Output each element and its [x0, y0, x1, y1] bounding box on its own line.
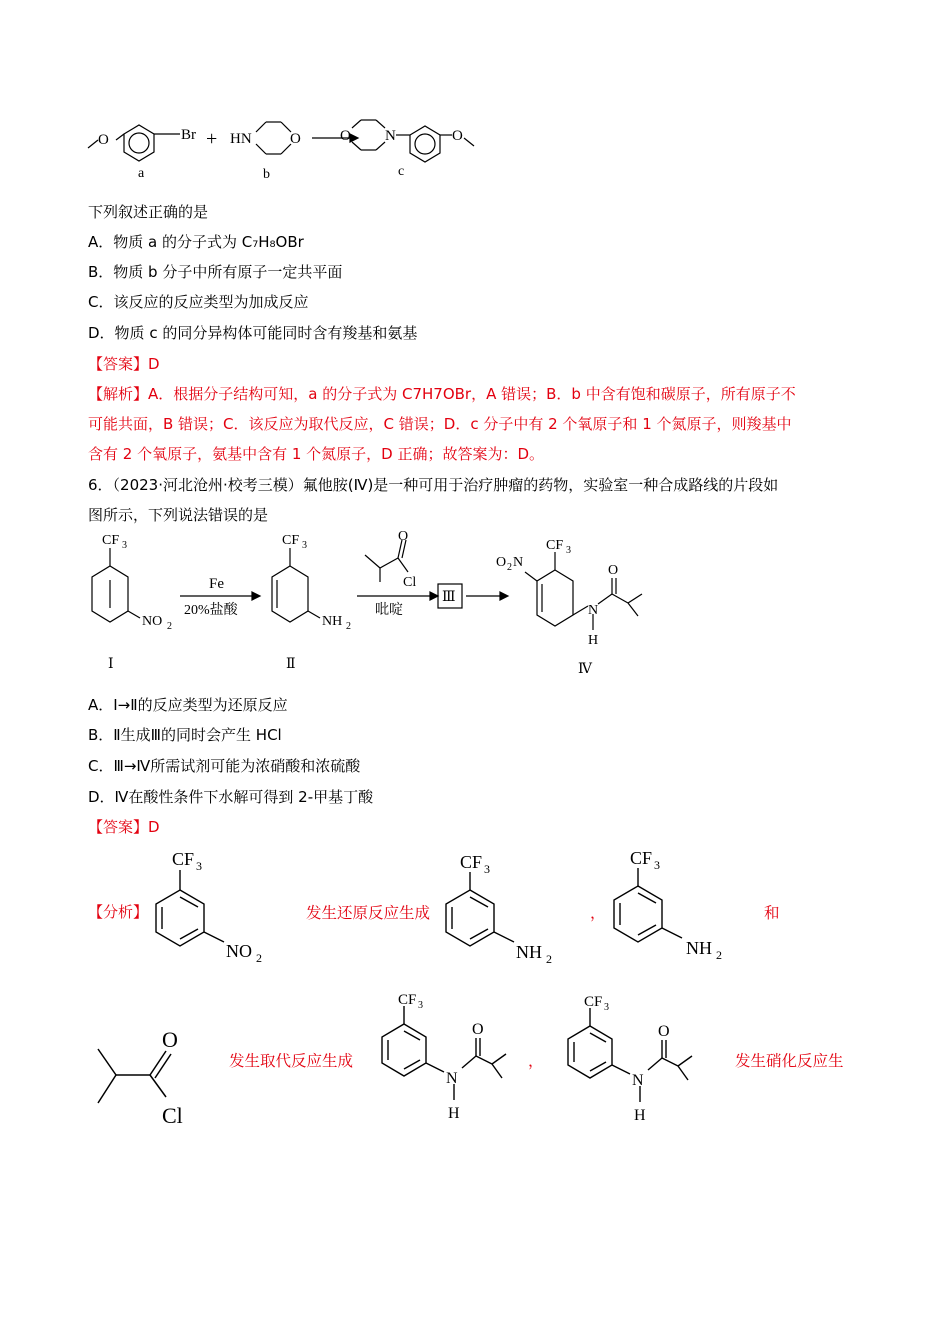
- analysis-text-reduction: 发生还原反应生成: [306, 904, 431, 922]
- reagent-pyridine: 吡啶: [375, 603, 403, 618]
- svg-text:H: H: [634, 1107, 646, 1124]
- svg-text:CF: CF: [460, 852, 483, 872]
- q5-stem: 下列叙述正确的是: [88, 203, 209, 221]
- structure-nitro-cf3: [150, 845, 280, 970]
- q6-stem-line-1: 6．（2023·河北沧州·校考三模）氟他胺(Ⅳ)是一种可用于治疗肿瘤的药物，实验室一种合成路线的片段如: [88, 476, 779, 494]
- q6-option-b: B．Ⅱ生成Ⅲ的同时会产生 HCl: [88, 726, 282, 744]
- svg-text:H: H: [448, 1105, 460, 1122]
- svg-text:N: N: [588, 603, 599, 618]
- structure-amide-1: [380, 988, 530, 1128]
- svg-text:NO: NO: [142, 614, 163, 629]
- label-a: a: [138, 166, 145, 181]
- svg-text:O: O: [290, 131, 301, 147]
- svg-text:CF: CF: [630, 848, 653, 868]
- plus-sign: +: [206, 128, 218, 150]
- q6-answer: 【答案】D: [88, 818, 160, 836]
- label-c: c: [398, 164, 405, 179]
- structure-amide-2: [560, 990, 710, 1130]
- svg-text:O: O: [162, 1027, 178, 1052]
- svg-text:O: O: [452, 128, 463, 144]
- svg-text:3: 3: [122, 540, 127, 551]
- svg-text:3: 3: [604, 1002, 609, 1013]
- svg-text:N: N: [632, 1072, 644, 1089]
- svg-text:O: O: [398, 530, 409, 544]
- q6-option-a: A．Ⅰ→Ⅱ的反应类型为还原反应: [88, 696, 288, 714]
- svg-text:3: 3: [566, 545, 571, 556]
- svg-text:2: 2: [507, 562, 512, 573]
- intermediate-label: Ⅲ: [442, 590, 456, 605]
- svg-text:NH: NH: [516, 942, 542, 962]
- reagent-hcl: 20%盐酸: [184, 603, 238, 618]
- label-compound-2: Ⅱ: [286, 657, 296, 672]
- q5-option-c: C．该反应的反应类型为加成反应: [88, 293, 309, 311]
- reaction-scheme-2: [80, 530, 720, 680]
- svg-text:2: 2: [256, 951, 262, 965]
- reaction-scheme-1: [80, 100, 500, 190]
- svg-text:2: 2: [346, 621, 351, 632]
- svg-text:CF: CF: [584, 994, 603, 1010]
- svg-text:3: 3: [654, 858, 660, 872]
- svg-text:O: O: [608, 563, 619, 578]
- svg-text:N: N: [446, 1070, 458, 1087]
- q5-option-a: A．物质 a 的分子式为 C₇H₈OBr: [88, 233, 304, 251]
- hn-label: HN: [230, 131, 252, 147]
- svg-text:N: N: [513, 555, 524, 570]
- svg-text:O: O: [658, 1023, 670, 1040]
- q6-option-d: D．Ⅳ在酸性条件下水解可得到 2-甲基丁酸: [88, 788, 374, 806]
- svg-text:Cl: Cl: [403, 575, 417, 590]
- label-compound-4: Ⅳ: [578, 662, 592, 677]
- q5-answer: 【答案】D: [88, 355, 160, 373]
- q6-option-c: C．Ⅲ→Ⅳ所需试剂可能为浓硝酸和浓硫酸: [88, 757, 361, 775]
- svg-text:CF: CF: [102, 533, 120, 548]
- svg-text:2: 2: [167, 621, 172, 632]
- svg-text:2: 2: [716, 948, 722, 962]
- svg-text:N: N: [385, 128, 396, 144]
- svg-text:NH: NH: [686, 938, 712, 958]
- svg-text:CF: CF: [398, 992, 417, 1008]
- analysis-text-substitution: 发生取代反应生成: [229, 1052, 354, 1070]
- structure-isobutyryl-chloride: [88, 1025, 198, 1135]
- svg-text:O: O: [496, 555, 507, 570]
- svg-text:CF: CF: [546, 538, 564, 553]
- svg-text:CF: CF: [172, 849, 195, 869]
- q5-option-b: B．物质 b 分子中所有原子一定共平面: [88, 263, 343, 281]
- bromine-label: Br: [181, 127, 196, 143]
- label-compound-1: Ⅰ: [108, 657, 114, 672]
- analysis-text-nitration: 发生硝化反应生: [735, 1052, 844, 1070]
- structure-amine-cf3-1: [440, 850, 570, 970]
- svg-text:2: 2: [546, 952, 552, 966]
- svg-text:CF: CF: [282, 533, 300, 548]
- q5-option-d: D．物质 c 的同分异构体可能同时含有羧基和氨基: [88, 324, 418, 342]
- svg-text:3: 3: [302, 540, 307, 551]
- q5-analysis-line-3: 含有 2 个氧原子，氨基中含有 1 个氮原子，D 正确；故答案为：D。: [88, 445, 545, 463]
- q5-analysis-line-2: 可能共面，B 错误；C．该反应为取代反应，C 错误；D．c 分子中有 2 个氧原子和 1 个氮原子，则羧基中: [88, 415, 792, 433]
- reagent-fe: Fe: [209, 576, 224, 592]
- structure-amine-cf3-2: [608, 842, 738, 967]
- svg-text:O: O: [340, 128, 351, 144]
- oxygen-label: O: [98, 132, 109, 148]
- svg-text:3: 3: [196, 859, 202, 873]
- svg-text:O: O: [472, 1021, 484, 1038]
- svg-text:3: 3: [484, 862, 490, 876]
- q6-analysis-label: 【分析】: [88, 903, 149, 921]
- svg-text:Cl: Cl: [162, 1103, 183, 1128]
- svg-text:3: 3: [418, 1000, 423, 1011]
- svg-text:H: H: [588, 633, 599, 648]
- svg-text:NH: NH: [322, 614, 343, 629]
- q6-stem-line-2: 图所示，下列说法错误的是: [88, 506, 269, 524]
- label-b: b: [263, 167, 270, 182]
- svg-text:NO: NO: [226, 941, 252, 961]
- q5-analysis-line-1: 【解析】A．根据分子结构可知，a 的分子式为 C7H7OBr，A 错误；B．b 中含有饱和碳原子，所有原子不: [88, 385, 796, 403]
